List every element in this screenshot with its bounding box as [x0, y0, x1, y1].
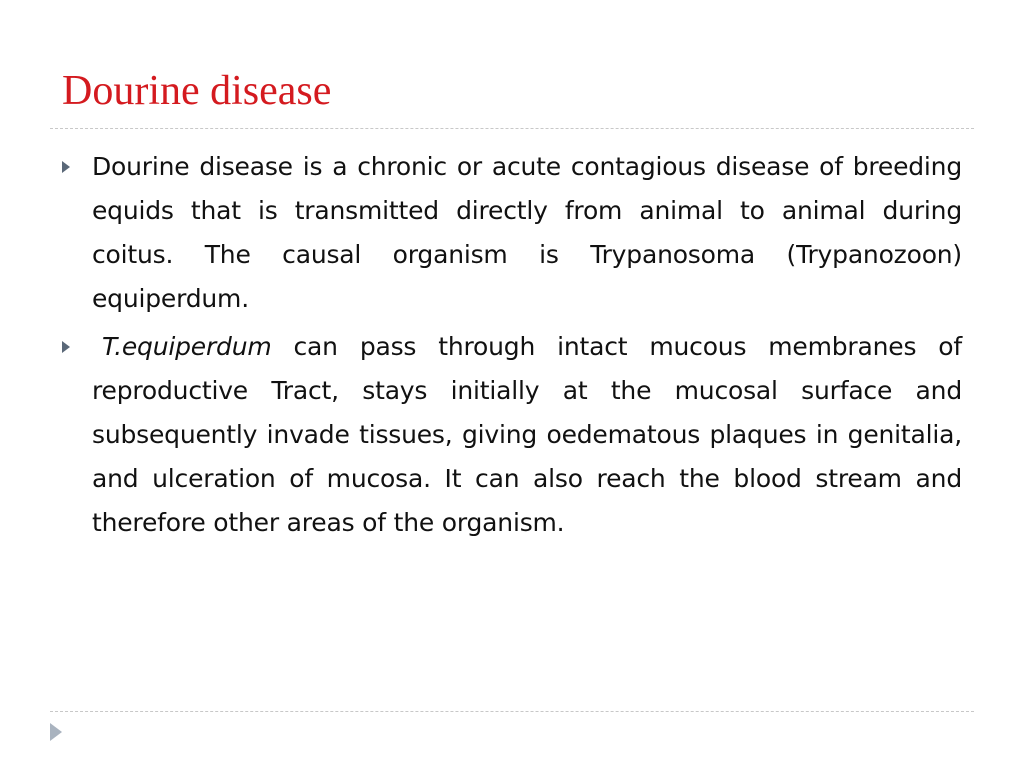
title-divider	[50, 128, 974, 129]
bullet-text: can pass through intact mucous membranes of reproductive Tract, stays initially at the mucosal surface and subsequently invade tissues, giving oedematous plaques in genitalia, and ulceration of mucosa. It can also reach the blood stream and therefore other areas of the organism.	[92, 332, 962, 537]
bullet-lead-italic: T.equiperdum	[102, 332, 272, 361]
bullet-item	[62, 145, 962, 321]
bullet-item	[62, 325, 962, 545]
triangle-bullet-icon	[62, 161, 70, 173]
triangle-bullet-icon	[62, 341, 70, 353]
footer-divider	[50, 711, 974, 712]
bullet-text: Dourine disease is a chronic or acute contagious disease of breeding equids that is transmitted directly from animal to animal during coitus. The causal organism is Trypanosoma (Trypanozoon) equiperdum.	[92, 152, 962, 313]
next-slide-arrow-icon[interactable]	[50, 723, 62, 741]
slide-title: Dourine disease	[62, 68, 332, 114]
bullet-list	[62, 145, 962, 549]
